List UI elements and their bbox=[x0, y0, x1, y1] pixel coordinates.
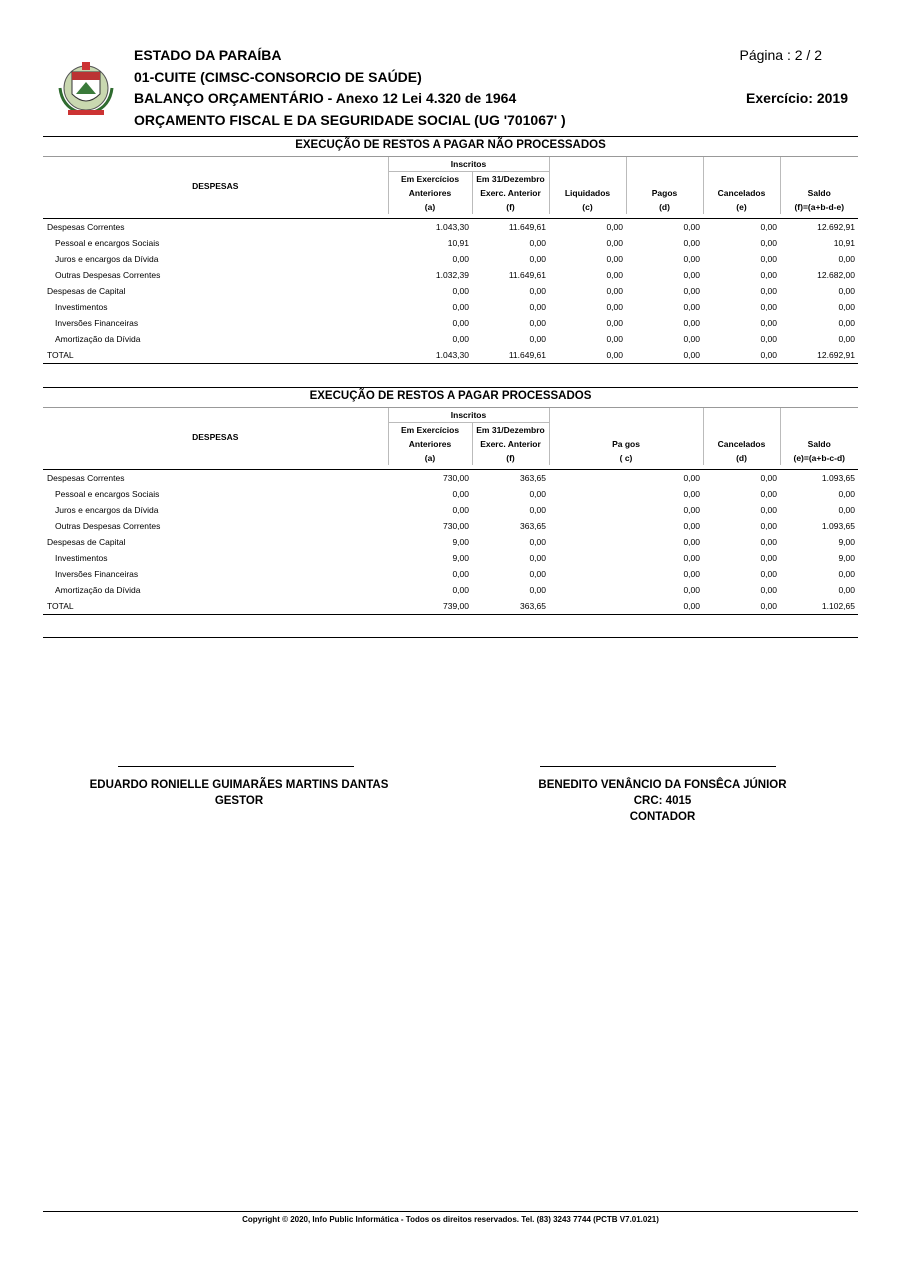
table-row bbox=[43, 582, 858, 598]
cell-c: 0,00 bbox=[683, 473, 700, 483]
cell-s: 0,00 bbox=[838, 286, 855, 296]
cell-c: 0,00 bbox=[606, 334, 623, 344]
cell-a: 1.043,30 bbox=[435, 222, 469, 232]
cell-s: 12.692,91 bbox=[780, 347, 858, 364]
section2-top-divider bbox=[43, 387, 858, 388]
cell-d: 0,00 bbox=[683, 222, 700, 232]
row-label: Outras Despesas Correntes bbox=[55, 521, 161, 531]
cell-s: 10,91 bbox=[833, 238, 855, 248]
cell-e: 0,00 bbox=[760, 318, 777, 328]
col-f-line2: Exerc. Anterior bbox=[472, 186, 549, 200]
col-a-line1: Em Exercícios bbox=[388, 172, 472, 187]
cell-f: 363,65 bbox=[520, 521, 546, 531]
cell-d: 0,00 bbox=[626, 347, 703, 364]
col2-s-label: Saldo bbox=[780, 437, 858, 451]
cell-s: 9,00 bbox=[838, 553, 855, 563]
cell-a: 1.032,39 bbox=[435, 270, 469, 280]
cell-a: 0,00 bbox=[452, 585, 469, 595]
cell-s: 0,00 bbox=[838, 302, 855, 312]
signature-line-right bbox=[540, 766, 776, 767]
col-a-code: (a) bbox=[388, 200, 472, 214]
table-row bbox=[43, 219, 858, 235]
header-entity: 01-CUITE (CIMSC-CONSORCIO DE SAÚDE) bbox=[134, 69, 422, 85]
col2-f-code: (f) bbox=[472, 451, 549, 465]
cell-e: 0,00 bbox=[760, 270, 777, 280]
cell-a: 1.043,30 bbox=[388, 347, 472, 364]
cell-c: 0,00 bbox=[683, 505, 700, 515]
table-row bbox=[43, 534, 858, 550]
copyright-footer: Copyright © 2020, Info Public Informática - Todos os direitos reservados. Tel. (83) 3243 7744 (PCTB V7.01.021) bbox=[242, 1215, 659, 1224]
cell-c: 0,00 bbox=[683, 521, 700, 531]
row-label: Amortização da Dívida bbox=[55, 585, 141, 595]
col-f-code: (f) bbox=[472, 200, 549, 214]
cell-f: 0,00 bbox=[529, 505, 546, 515]
signer-name-right: BENEDITO VENÂNCIO DA FONSÊCA JÚNIOR bbox=[538, 779, 787, 791]
coat-of-arms-icon bbox=[54, 58, 118, 122]
cell-a: 730,00 bbox=[443, 521, 469, 531]
cell-s: 0,00 bbox=[838, 489, 855, 499]
cell-e: 0,00 bbox=[760, 334, 777, 344]
header-divider bbox=[43, 136, 858, 137]
cell-a: 9,00 bbox=[452, 537, 469, 547]
cell-d: 0,00 bbox=[760, 473, 777, 483]
cell-c: 0,00 bbox=[683, 553, 700, 563]
cell-a: 9,00 bbox=[452, 553, 469, 563]
table2-header bbox=[43, 408, 858, 465]
footer-divider bbox=[43, 1211, 858, 1212]
row-label: Despesas de Capital bbox=[47, 286, 126, 296]
cell-e: 0,00 bbox=[703, 347, 780, 364]
col2-a-line1: Em Exercícios bbox=[388, 423, 472, 438]
cell-c: 0,00 bbox=[549, 598, 703, 615]
fiscal-year: Exercício: 2019 bbox=[746, 90, 848, 106]
row-label: TOTAL bbox=[43, 598, 388, 615]
cell-a: 0,00 bbox=[452, 286, 469, 296]
cell-a: 0,00 bbox=[452, 318, 469, 328]
cell-e: 0,00 bbox=[760, 254, 777, 264]
cell-c: 0,00 bbox=[549, 347, 626, 364]
row-label: Pessoal e encargos Sociais bbox=[55, 238, 160, 248]
cell-s: 1.102,65 bbox=[780, 598, 858, 615]
col2-despesas: DESPESAS bbox=[192, 431, 239, 442]
cell-s: 0,00 bbox=[838, 505, 855, 515]
row-label: Investimentos bbox=[55, 553, 108, 563]
table-row bbox=[43, 347, 858, 364]
col-despesas: DESPESAS bbox=[192, 180, 239, 191]
signature-block-left bbox=[43, 777, 435, 809]
table-row bbox=[43, 598, 858, 615]
cell-s: 12.682,00 bbox=[817, 270, 855, 280]
cell-c: 0,00 bbox=[606, 302, 623, 312]
cell-e: 0,00 bbox=[760, 222, 777, 232]
cell-f: 11.649,61 bbox=[472, 347, 549, 364]
cell-f: 0,00 bbox=[529, 553, 546, 563]
cell-f: 0,00 bbox=[529, 334, 546, 344]
cell-d: 0,00 bbox=[760, 585, 777, 595]
cell-f: 0,00 bbox=[529, 286, 546, 296]
row-label: Juros e encargos da Dívida bbox=[55, 505, 159, 515]
cell-s: 1.093,65 bbox=[821, 521, 855, 531]
row-label: Despesas Correntes bbox=[47, 473, 125, 483]
col-s-label: Saldo bbox=[780, 186, 858, 200]
table-row bbox=[43, 486, 858, 502]
col-a-line2: Anteriores bbox=[388, 186, 472, 200]
col-f-line1: Em 31/Dezembro bbox=[472, 172, 549, 187]
cell-f: 0,00 bbox=[529, 489, 546, 499]
header-budget-unit: ORÇAMENTO FISCAL E DA SEGURIDADE SOCIAL (UG '701067' ) bbox=[134, 112, 566, 128]
col-e-code: (e) bbox=[703, 200, 780, 214]
cell-c: 0,00 bbox=[683, 585, 700, 595]
cell-c: 0,00 bbox=[606, 286, 623, 296]
header-state: ESTADO DA PARAÍBA bbox=[134, 47, 282, 63]
table-row bbox=[43, 502, 858, 518]
cell-d: 0,00 bbox=[683, 238, 700, 248]
col2-a-code: (a) bbox=[388, 451, 472, 465]
cell-s: 12.692,91 bbox=[817, 222, 855, 232]
cell-s: 0,00 bbox=[838, 334, 855, 344]
col2-a-line2: Anteriores bbox=[388, 437, 472, 451]
cell-d: 0,00 bbox=[683, 334, 700, 344]
cell-d: 0,00 bbox=[683, 286, 700, 296]
section2-bottom-divider bbox=[43, 637, 858, 638]
header-report-title: BALANÇO ORÇAMENTÁRIO - Anexo 12 Lei 4.320 de 1964 bbox=[134, 90, 517, 106]
col-d-label: Pagos bbox=[626, 186, 703, 200]
row-label: Pessoal e encargos Sociais bbox=[55, 489, 160, 499]
cell-c: 0,00 bbox=[606, 222, 623, 232]
col2-c-code: ( c) bbox=[549, 451, 703, 465]
cell-s: 0,00 bbox=[838, 585, 855, 595]
cell-d: 0,00 bbox=[760, 505, 777, 515]
col2-f-line2: Exerc. Anterior bbox=[472, 437, 549, 451]
col-inscritos: Inscritos bbox=[388, 157, 549, 172]
table-row bbox=[43, 518, 858, 534]
cell-c: 0,00 bbox=[606, 318, 623, 328]
cell-f: 0,00 bbox=[529, 254, 546, 264]
cell-f: 11.649,61 bbox=[508, 270, 546, 280]
row-label: Amortização da Dívida bbox=[55, 334, 141, 344]
cell-f: 11.649,61 bbox=[508, 222, 546, 232]
col-d-code: (d) bbox=[626, 200, 703, 214]
row-label: Inversões Financeiras bbox=[55, 318, 139, 328]
cell-f: 0,00 bbox=[529, 238, 546, 248]
table-row bbox=[43, 235, 858, 251]
cell-f: 363,65 bbox=[472, 598, 549, 615]
cell-a: 0,00 bbox=[452, 505, 469, 515]
col-c-code: (c) bbox=[549, 200, 626, 214]
cell-c: 0,00 bbox=[606, 238, 623, 248]
cell-c: 0,00 bbox=[606, 254, 623, 264]
cell-d: 0,00 bbox=[760, 521, 777, 531]
cell-c: 0,00 bbox=[683, 489, 700, 499]
cell-d: 0,00 bbox=[683, 270, 700, 280]
section-title-unprocessed: EXECUÇÃO DE RESTOS A PAGAR NÃO PROCESSADOS bbox=[295, 139, 606, 151]
table-row bbox=[43, 566, 858, 582]
table-row bbox=[43, 267, 858, 283]
col2-inscritos: Inscritos bbox=[388, 408, 549, 423]
cell-e: 0,00 bbox=[760, 238, 777, 248]
signature-block-right bbox=[465, 777, 860, 825]
col2-d-label: Cancelados bbox=[703, 437, 780, 451]
section-title-processed: EXECUÇÃO DE RESTOS A PAGAR PROCESSADOS bbox=[309, 390, 592, 402]
cell-d: 0,00 bbox=[760, 537, 777, 547]
table-row bbox=[43, 331, 858, 347]
row-label: TOTAL bbox=[43, 347, 388, 364]
table2-body bbox=[43, 470, 858, 615]
row-label: Outras Despesas Correntes bbox=[55, 270, 161, 280]
cell-d: 0,00 bbox=[703, 598, 780, 615]
table-row bbox=[43, 299, 858, 315]
row-label: Despesas de Capital bbox=[47, 537, 126, 547]
col2-c-label: Pa gos bbox=[549, 437, 703, 451]
col2-s-code: (e)=(a+b-c-d) bbox=[780, 451, 858, 465]
cell-c: 0,00 bbox=[683, 569, 700, 579]
signer-role-right: CONTADOR bbox=[629, 811, 696, 823]
col2-d-code: (d) bbox=[703, 451, 780, 465]
table-row bbox=[43, 470, 858, 486]
cell-a: 739,00 bbox=[388, 598, 472, 615]
signature-line-left bbox=[118, 766, 354, 767]
table-row bbox=[43, 283, 858, 299]
row-label: Juros e encargos da Dívida bbox=[55, 254, 159, 264]
cell-s: 0,00 bbox=[838, 254, 855, 264]
cell-a: 0,00 bbox=[452, 489, 469, 499]
table1-header bbox=[43, 157, 858, 214]
col-s-code: (f)=(a+b-d-e) bbox=[780, 200, 858, 214]
cell-a: 10,91 bbox=[447, 238, 469, 248]
signer-role-left: GESTOR bbox=[214, 795, 264, 807]
cell-a: 730,00 bbox=[443, 473, 469, 483]
cell-a: 0,00 bbox=[452, 334, 469, 344]
cell-d: 0,00 bbox=[760, 553, 777, 563]
signer-crc-right: CRC: 4015 bbox=[633, 795, 692, 807]
table-row bbox=[43, 315, 858, 331]
cell-c: 0,00 bbox=[606, 270, 623, 280]
cell-f: 0,00 bbox=[529, 537, 546, 547]
col-c-label: Liquidados bbox=[549, 186, 626, 200]
cell-s: 0,00 bbox=[838, 569, 855, 579]
signer-name-left: EDUARDO RONIELLE GUIMARÃES MARTINS DANTAS bbox=[89, 779, 389, 791]
cell-f: 0,00 bbox=[529, 302, 546, 312]
cell-a: 0,00 bbox=[452, 569, 469, 579]
table1-body bbox=[43, 219, 858, 364]
cell-s: 1.093,65 bbox=[821, 473, 855, 483]
col-e-label: Cancelados bbox=[703, 186, 780, 200]
cell-d: 0,00 bbox=[683, 302, 700, 312]
cell-f: 0,00 bbox=[529, 569, 546, 579]
row-label: Inversões Financeiras bbox=[55, 569, 139, 579]
cell-d: 0,00 bbox=[760, 569, 777, 579]
cell-f: 0,00 bbox=[529, 585, 546, 595]
row-label: Investimentos bbox=[55, 302, 108, 312]
row-label: Despesas Correntes bbox=[47, 222, 125, 232]
table-row bbox=[43, 251, 858, 267]
cell-d: 0,00 bbox=[683, 318, 700, 328]
table-row bbox=[43, 550, 858, 566]
cell-d: 0,00 bbox=[760, 489, 777, 499]
cell-s: 9,00 bbox=[838, 537, 855, 547]
cell-s: 0,00 bbox=[838, 318, 855, 328]
cell-a: 0,00 bbox=[452, 302, 469, 312]
page-number: Página : 2 / 2 bbox=[739, 47, 822, 63]
cell-f: 363,65 bbox=[520, 473, 546, 483]
cell-c: 0,00 bbox=[683, 537, 700, 547]
cell-f: 0,00 bbox=[529, 318, 546, 328]
cell-e: 0,00 bbox=[760, 286, 777, 296]
col2-f-line1: Em 31/Dezembro bbox=[472, 423, 549, 438]
cell-a: 0,00 bbox=[452, 254, 469, 264]
cell-d: 0,00 bbox=[683, 254, 700, 264]
cell-e: 0,00 bbox=[760, 302, 777, 312]
